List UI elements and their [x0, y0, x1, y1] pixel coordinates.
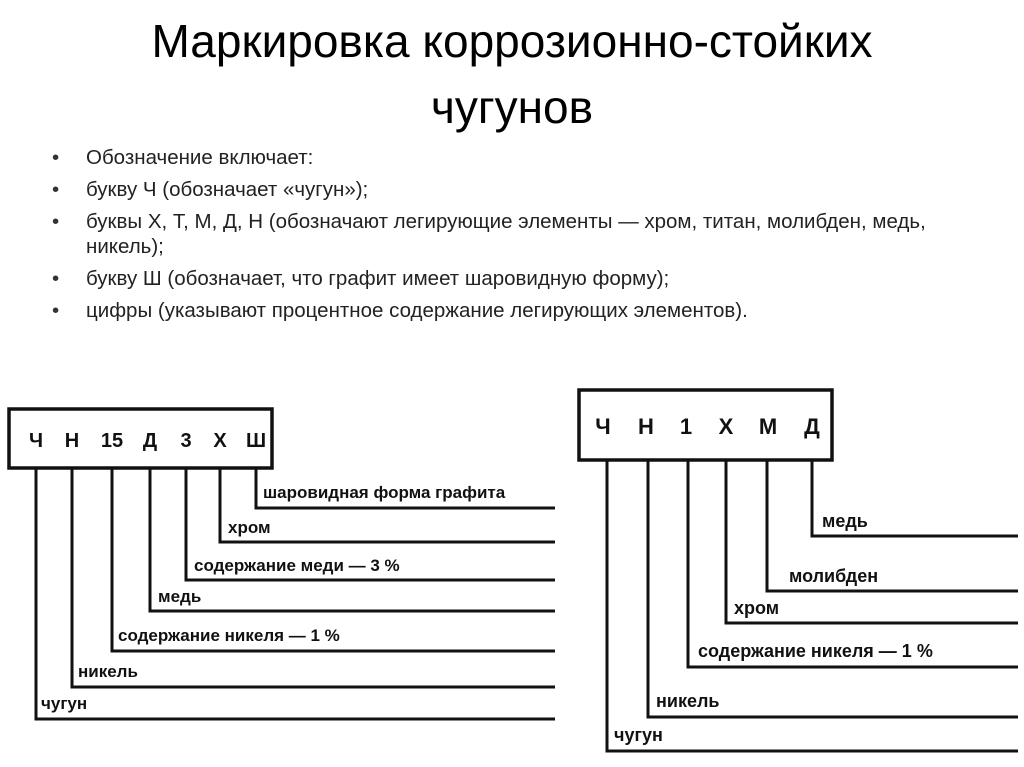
right-label: медь [822, 511, 868, 531]
right-leader-nikel-content [688, 460, 1018, 667]
bullet-text: букву Ш (обозначает, что графит имеет шаровидную форму); [86, 267, 670, 290]
left-code: Х [213, 430, 227, 452]
left-code: Н [64, 430, 80, 452]
right-code-box [579, 390, 832, 460]
left-label: чугун [41, 694, 88, 713]
right-code: 1 [679, 414, 693, 439]
right-code-letters [595, 414, 820, 439]
bullet-text: Обозначение включает: [86, 146, 314, 169]
right-code: Н [638, 414, 654, 439]
right-code: Д [804, 414, 820, 439]
left-code: 3 [180, 430, 192, 452]
right-labels [614, 511, 933, 745]
right-label: чугун [614, 725, 663, 745]
left-leader-chugun [36, 468, 555, 719]
right-code: М [758, 414, 778, 439]
left-code: Д [142, 430, 158, 452]
right-label: хром [734, 598, 780, 618]
right-label: содержание никеля — 1 % [698, 641, 933, 661]
right-code: Ч [595, 414, 611, 439]
left-code: Ш [245, 430, 267, 452]
bullet-text: буквы Х, Т, М, Д, Н (обозначают легирующие элементы — хром, титан, молибден, медь, никель); [86, 210, 926, 258]
left-code-box [9, 409, 272, 468]
bullet-text: букву Ч (обозначает «чугун»); [86, 178, 369, 201]
left-label: шаровидная форма графита [263, 483, 506, 502]
title-line-2: чугунов [430, 81, 594, 133]
right-code: Х [718, 414, 734, 439]
left-label: никель [78, 662, 138, 681]
title-line-1: Маркировка коррозионно-стойких [151, 15, 873, 67]
right-label: никель [656, 691, 720, 711]
left-code-letters [29, 430, 266, 452]
left-label: медь [158, 587, 202, 606]
right-label: молибден [789, 566, 879, 586]
left-code: Ч [28, 430, 44, 452]
left-label: хром [228, 518, 271, 537]
bullet-text: цифры (указывают процентное содержание легирующих элементов). [86, 299, 748, 322]
right-leader-nikel [648, 460, 1018, 717]
left-label: содержание меди — 3 % [194, 556, 400, 575]
left-code: 15 [100, 430, 124, 452]
left-label: содержание никеля — 1 % [118, 626, 340, 645]
